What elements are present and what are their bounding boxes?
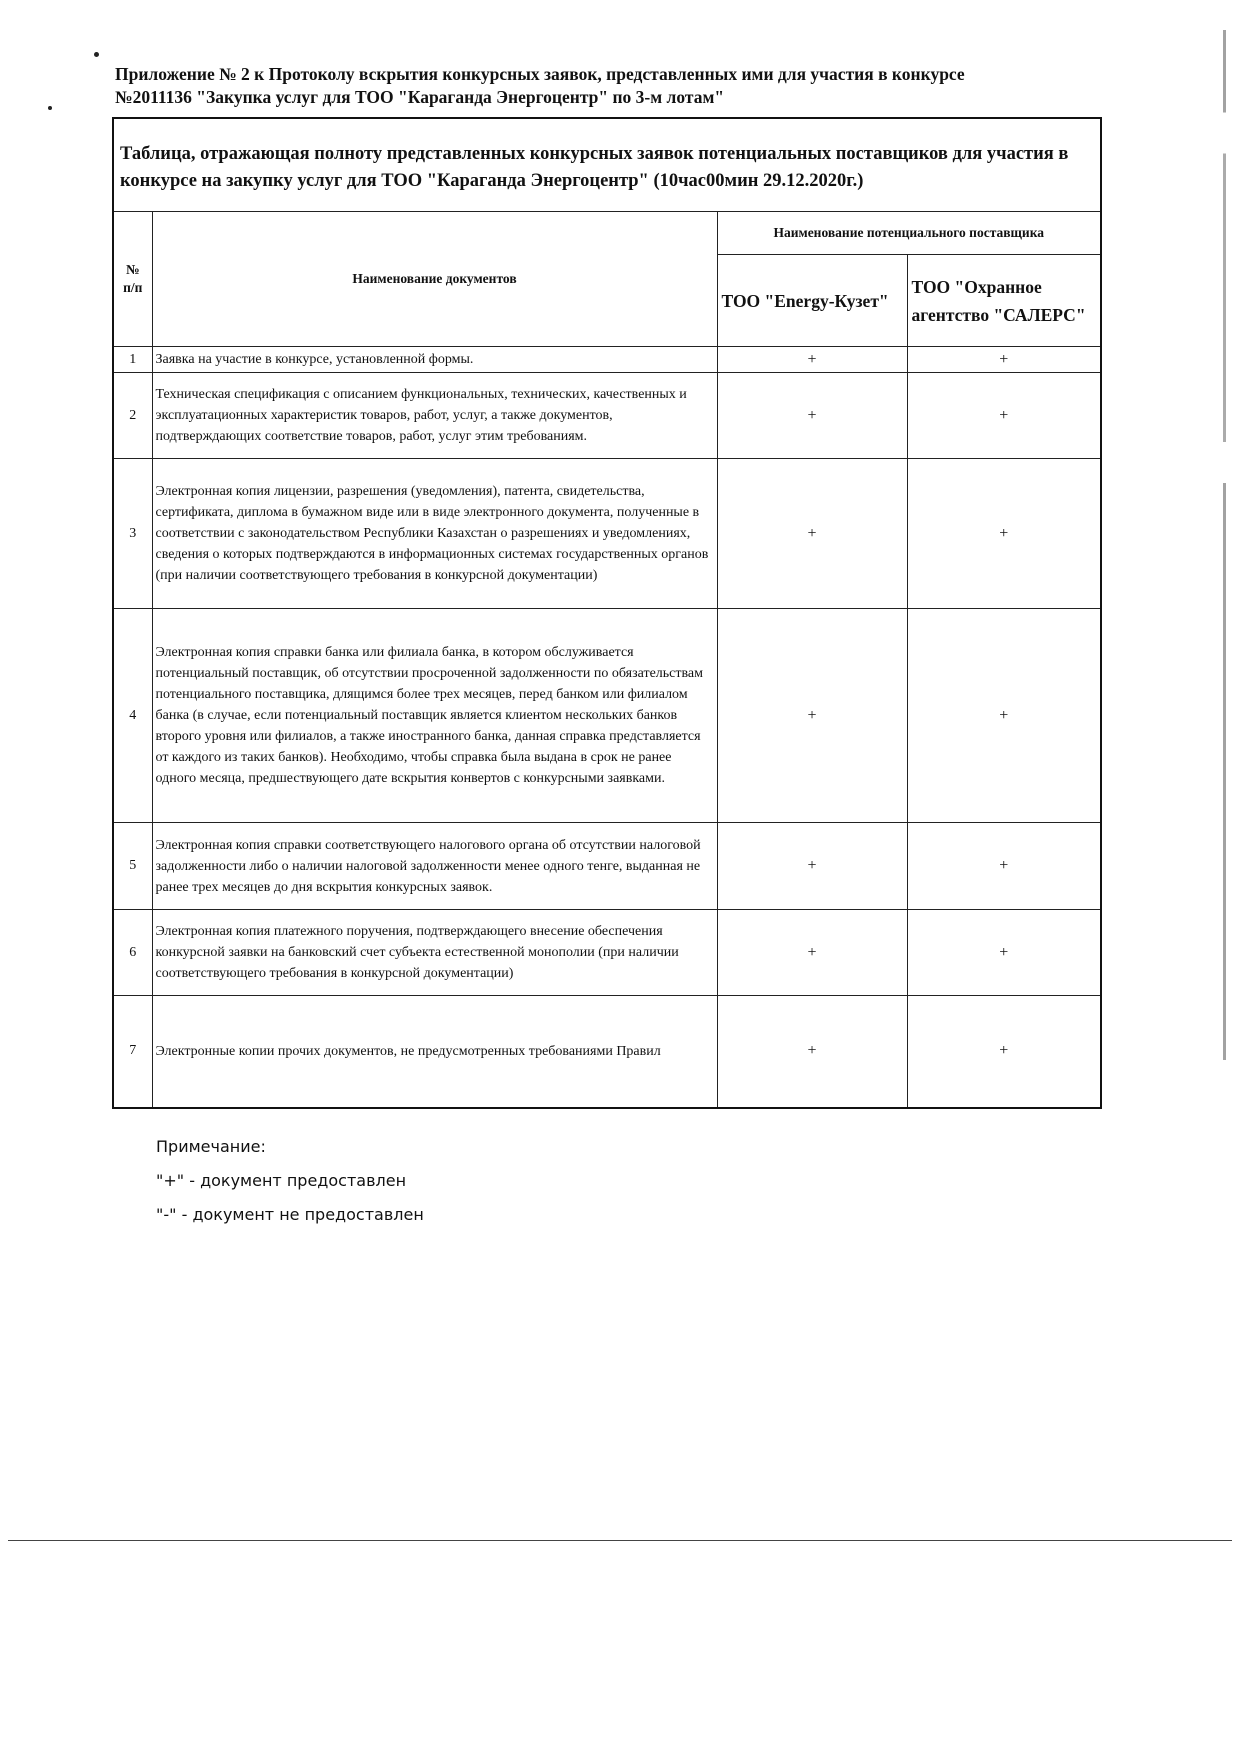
table-row (113, 823, 1101, 910)
suppliers-group-header: Наименование потенциального поставщика (717, 212, 1101, 255)
row-number: 4 (113, 609, 152, 823)
bottom-divider (8, 1540, 1232, 1541)
row-number: 5 (113, 823, 152, 910)
document-heading (115, 63, 1055, 109)
row-number: 6 (113, 910, 152, 996)
supplier-1-mark: + (717, 823, 907, 910)
supplier-2-mark: + (907, 347, 1101, 373)
scan-speck (94, 52, 99, 57)
supplier-2-mark: + (907, 373, 1101, 459)
supplier-2-name: ТОО "Охранное агентство "САЛЕРС" (907, 255, 1101, 347)
table-row (113, 347, 1101, 373)
number-header-abbr: п/п (123, 280, 143, 295)
documents-column-header: Наименование документов (152, 212, 717, 347)
table-caption-row (113, 118, 1101, 212)
row-number: 7 (113, 996, 152, 1108)
supplier-2-mark: + (907, 459, 1101, 609)
row-document: Электронные копии прочих документов, не предусмотренных требованиями Правил (152, 996, 717, 1108)
notes-title: Примечание: (156, 1137, 266, 1156)
row-number: 1 (113, 347, 152, 373)
supplier-2-mark: + (907, 996, 1101, 1108)
table-row (113, 459, 1101, 609)
row-document: Электронная копия справки банка или филиала банка, в котором обслуживается потенциальный поставщик, об отсутствии просроченной задолженности по обязательствам потенциального поставщика, длящимся более трех месяцев, перед банком или филиалом банка (в случае, если потенциальный поставщик является клиентом нескольких банков второго уровня или филиалов, а также иностранного банка, данная справка представляется от каждого из таких банков). Необходимо, чтобы справка была выдана в срок не ранее одного месяца, предшествующего дате вскрытия конвертов с конкурсными заявками. (152, 609, 717, 823)
heading-line-2: №2011136 "Закупка услуг для ТОО "Караганда Энергоцентр" по 3-м лотам" (115, 87, 725, 107)
note-plus: "+" - документ предоставлен (156, 1171, 407, 1190)
supplier-1-name: ТОО "Energy-Кузет" (717, 255, 907, 347)
supplier-1-mark: + (717, 609, 907, 823)
row-document: Техническая спецификация с описанием функциональных, технических, качественных и эксплуатационных характеристик товаров, работ, услуг, а также документов, подтверждающих соответствие товаров, работ, услуг этим требованиям. (152, 373, 717, 459)
table-row (113, 996, 1101, 1108)
table-header-row (113, 212, 1101, 255)
note-minus: "-" - документ не предоставлен (156, 1205, 424, 1224)
scan-edge-artifact (1223, 30, 1226, 1060)
scan-speck (48, 106, 52, 110)
supplier-1-mark: + (717, 373, 907, 459)
table-row (113, 373, 1101, 459)
row-number: 2 (113, 373, 152, 459)
table-row (113, 609, 1101, 823)
table-row (113, 910, 1101, 996)
row-document: Электронная копия платежного поручения, подтверждающего внесение обеспечения конкурсной заявки на банковский счет субъекта естественной монополии (при наличии соответствующего требования в конкурсной документации) (152, 910, 717, 996)
row-document: Заявка на участие в конкурсе, установленной формы. (152, 347, 717, 373)
supplier-1-mark: + (717, 996, 907, 1108)
row-document: Электронная копия справки соответствующего налогового органа об отсутствии налоговой задолженности либо о наличии налоговой задолженности менее одного тенге, выданная не ранее трех месяцев до дня вскрытия конкурсных заявок. (152, 823, 717, 910)
row-number: 3 (113, 459, 152, 609)
completeness-table (112, 117, 1102, 1109)
supplier-1-mark: + (717, 910, 907, 996)
supplier-2-mark: + (907, 823, 1101, 910)
number-header-symbol: № (125, 262, 140, 277)
supplier-2-mark: + (907, 910, 1101, 996)
number-column-header (113, 212, 152, 347)
legend-notes (156, 1130, 424, 1232)
supplier-1-mark: + (717, 347, 907, 373)
heading-line-1: Приложение № 2 к Протоколу вскрытия конкурсных заявок, представленных ими для участия в конкурсе (115, 64, 965, 84)
row-document: Электронная копия лицензии, разрешения (уведомления), патента, свидетельства, сертификата, диплома в бумажном виде или в виде электронного документа, полученные в соответствии с законодательством Республики Казахстан о разрешениях и уведомлениях, сведения о которых подтверждаются в информационных системах государственных органов (при наличии соответствующего требования в конкурсной документации) (152, 459, 717, 609)
supplier-2-mark: + (907, 609, 1101, 823)
table-caption: Таблица, отражающая полноту представленных конкурсных заявок потенциальных поставщиков для участия в конкурсе на закупку услуг для ТОО "Караганда Энергоцентр" (10час00мин 29.12.2020г.) (113, 118, 1101, 212)
supplier-1-mark: + (717, 459, 907, 609)
